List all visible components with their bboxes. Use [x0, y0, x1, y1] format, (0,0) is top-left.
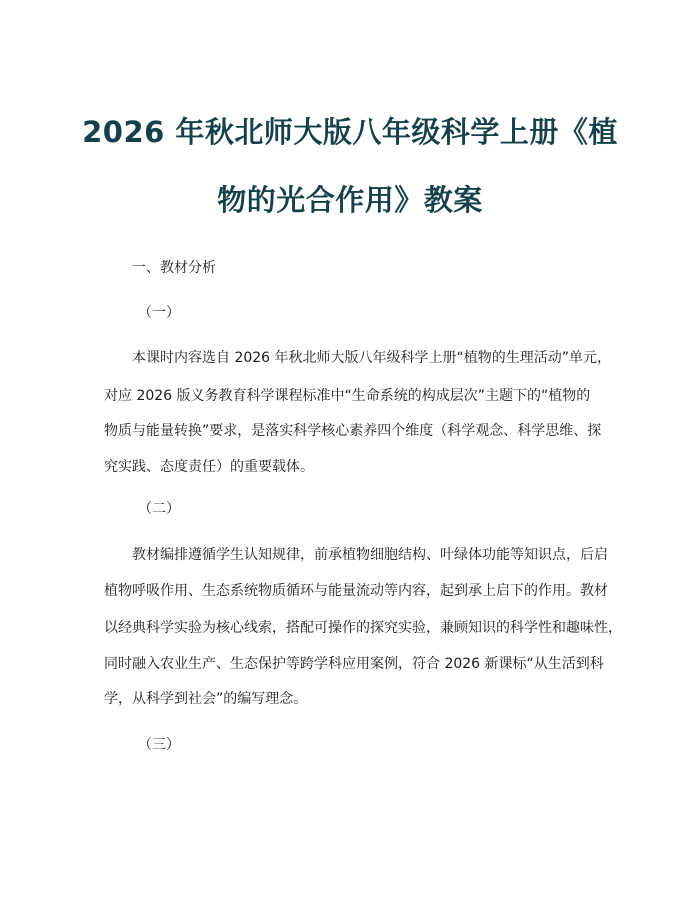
paragraph-2-line-2: 植物呼吸作用、生态系统物质循环与能量流动等内容，起到承上启下的作用。教材 [104, 583, 608, 599]
subsection-label-2: （二） [138, 501, 180, 517]
paragraph-1-line-3: 物质与能量转换”要求，是落实科学核心素养四个维度（科学观念、科学思维、探 [104, 423, 602, 439]
section-heading-textbook-analysis: 一、教材分析 [132, 260, 216, 276]
subsection-label-3: （三） [138, 737, 180, 753]
document-title-line-1: 2026 年秋北师大版八年级科学上册《植 [82, 115, 618, 149]
paragraph-2-line-5: 学，从科学到社会”的编写理念。 [104, 691, 308, 707]
paragraph-1-line-4: 究实践、态度责任）的重要载体。 [104, 459, 314, 475]
subsection-label-1: （一） [138, 305, 180, 321]
paragraph-1-line-2: 对应 2026 版义务教育科学课程标准中“生命系统的构成层次”主题下的“植物的 [104, 388, 591, 404]
document-title-line-2: 物的光合作用》教案 [217, 183, 483, 217]
paragraph-2-line-1: 教材编排遵循学生认知规律，前承植物细胞结构、叶绿体功能等知识点，后启 [132, 547, 608, 563]
paragraph-1-line-1: 本课时内容选自 2026 年秋北师大版八年级科学上册“植物的生理活动”单元， [132, 350, 612, 366]
paragraph-2-line-4: 同时融入农业生产、生态保护等跨学科应用案例，符合 2026 新课标“从生活到科 [104, 656, 604, 672]
paragraph-2-line-3: 以经典科学实验为核心线索，搭配可操作的探究实验，兼顾知识的科学性和趣味性， [104, 620, 622, 636]
